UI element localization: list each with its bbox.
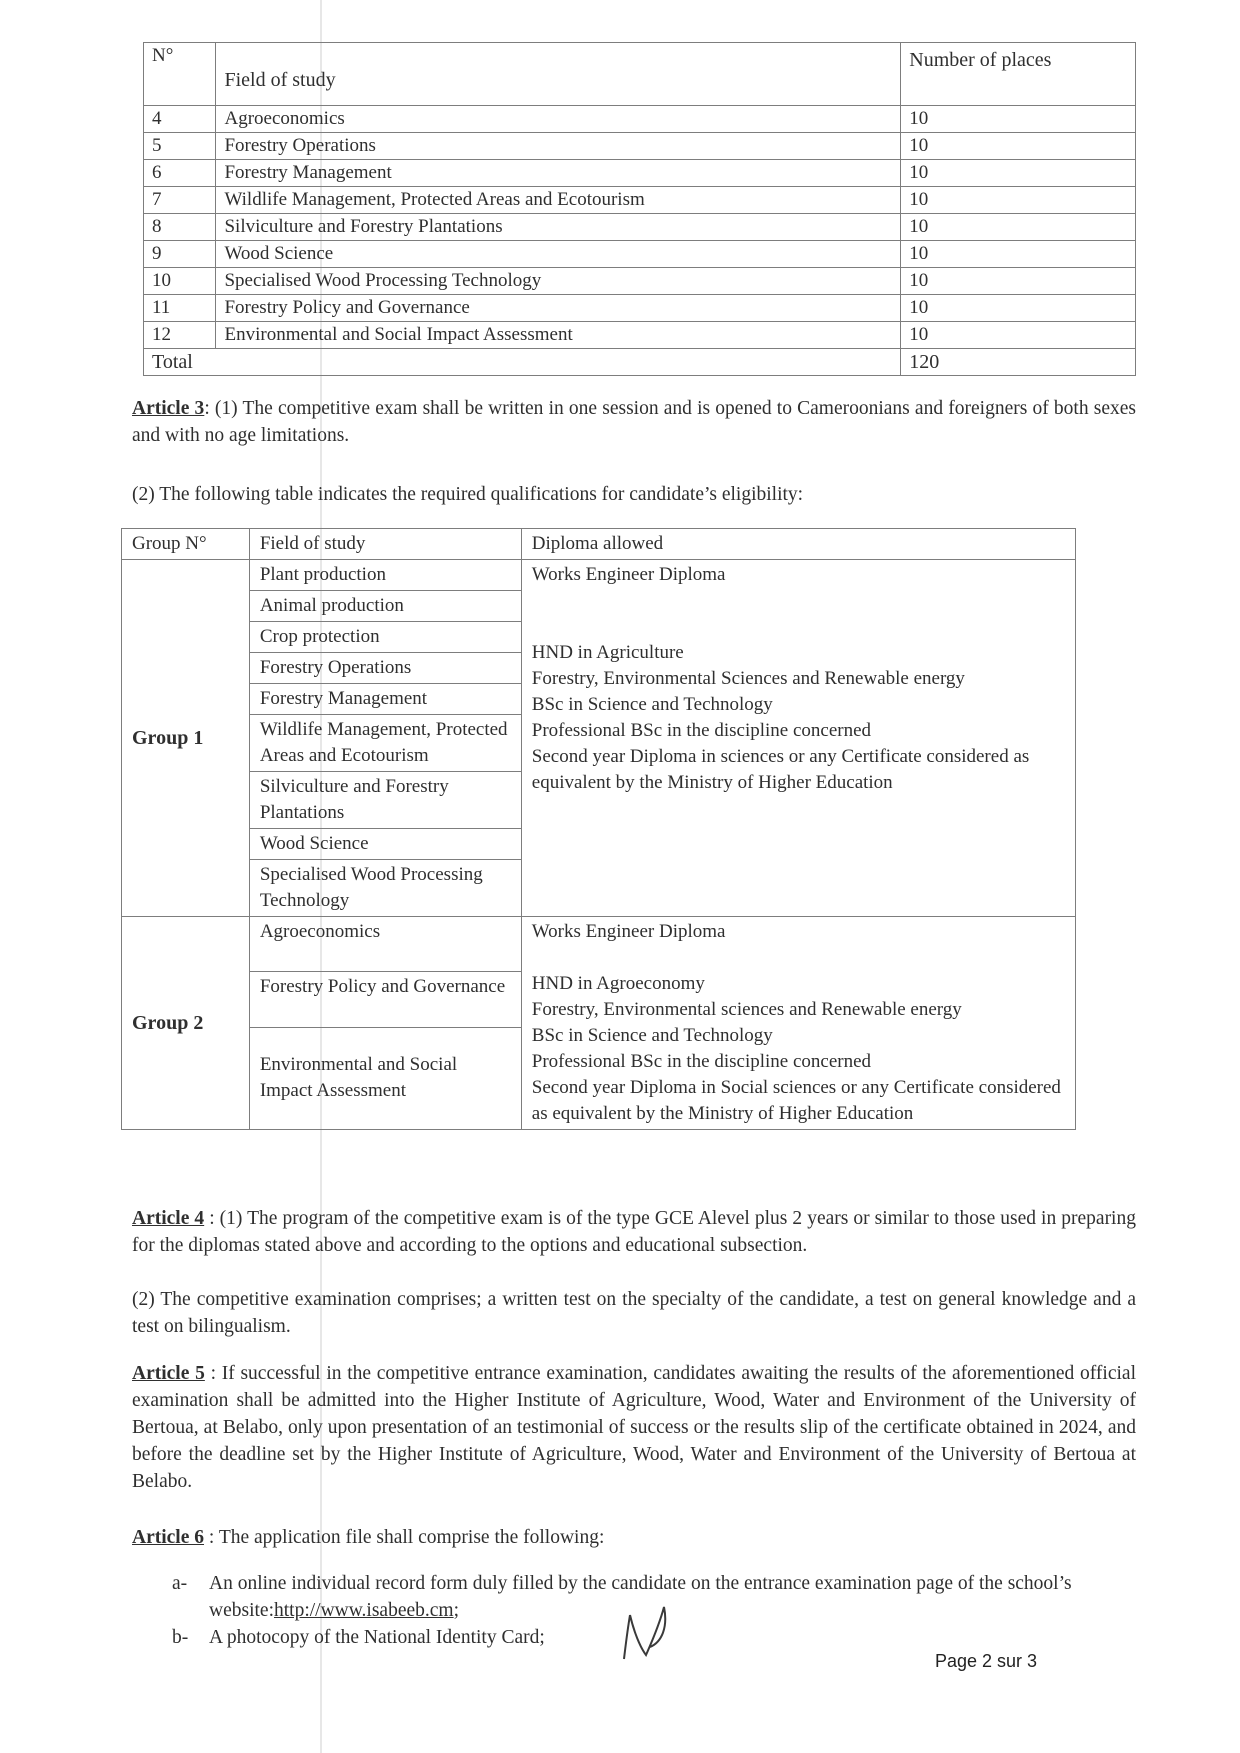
list-item-text: A photocopy of the National Identity Card; <box>209 1627 545 1648</box>
article-6-text: : The application file shall comprise the following: <box>204 1527 605 1548</box>
total-value: 120 <box>901 349 1136 376</box>
header-field: Field of study <box>249 529 521 560</box>
cell-field: Wood Science <box>216 241 901 268</box>
diploma-line: Forestry, Environmental sciences and Renewable energy <box>531 999 962 1020</box>
page-number: Page 2 sur 3 <box>935 1651 1038 1671</box>
cell-places: 10 <box>901 322 1136 349</box>
table-row <box>122 560 1076 591</box>
header-field: Field of study <box>216 43 901 106</box>
qualifications-header <box>122 529 1076 560</box>
cell-field: Forestry Operations <box>216 133 901 160</box>
qualifications-table <box>121 528 1076 1130</box>
diploma-line: Forestry, Environmental Sciences and Renewable energy <box>531 668 965 689</box>
diploma-line: Works Engineer Diploma <box>531 564 726 585</box>
field-of-study: Forestry Operations <box>249 653 521 684</box>
table-row <box>144 268 1136 295</box>
field-of-study: Wildlife Management, Protected Areas and Ecotourism <box>249 715 521 772</box>
cell-no: 8 <box>144 214 216 241</box>
field-of-study: Specialised Wood Processing Technology <box>249 860 521 917</box>
field-of-study: Crop protection <box>249 622 521 653</box>
field-of-study: Animal production <box>249 591 521 622</box>
list-item-text: An online individual record form duly filled by the candidate on the entrance examination page of the school’s website:http://www.isabeeb.cm; <box>209 1573 1072 1621</box>
table-row <box>144 214 1136 241</box>
cell-field: Specialised Wood Processing Technology <box>216 268 901 295</box>
cell-places: 10 <box>901 241 1136 268</box>
cell-field: Silviculture and Forestry Plantations <box>216 214 901 241</box>
header-no: N° <box>144 43 216 106</box>
article-5-label: Article 5 <box>132 1363 205 1384</box>
cell-field: Agroeconomics <box>216 106 901 133</box>
website-link[interactable]: http://www.isabeeb.cm <box>273 1600 454 1621</box>
article-4-text: : (1) The program of the competitive exam is of the type GCE Alevel plus 2 years or similar to those used in preparing for the diplomas stated above and according to the options and educational subsection. <box>132 1208 1136 1256</box>
diploma-line: Professional BSc in the discipline concerned <box>531 720 872 741</box>
table-row <box>144 187 1136 214</box>
cell-places: 10 <box>901 268 1136 295</box>
table-row <box>144 241 1136 268</box>
article-3-label: Article 3 <box>132 398 205 419</box>
field-of-study: Forestry Management <box>249 684 521 715</box>
cell-no: 4 <box>144 106 216 133</box>
list-marker: a- <box>172 1573 188 1594</box>
diploma-line <box>532 588 1065 614</box>
header-group: Group N° <box>122 529 250 560</box>
article-4-subparagraph <box>132 1286 1136 1340</box>
group-1-label: Group 1 <box>122 560 250 917</box>
table-row <box>122 917 1076 972</box>
cell-no: 7 <box>144 187 216 214</box>
diploma-line: Second year Diploma in Social sciences or any Certificate considered as equivalent by the Ministry of Higher Education <box>531 1077 1061 1124</box>
cell-no: 11 <box>144 295 216 322</box>
total-row <box>144 349 1136 376</box>
field-of-study: Wood Science <box>249 829 521 860</box>
diploma-line: BSc in Science and Technology <box>531 694 773 715</box>
cell-places: 10 <box>901 106 1136 133</box>
diploma-line: Works Engineer Diploma <box>531 921 726 942</box>
field-of-study: Silviculture and Forestry Plantations <box>249 772 521 829</box>
table-row <box>144 295 1136 322</box>
article-3-text: : (1) The competitive exam shall be written in one session and is opened to Cameroonians and foreigners of both sexes and with no age limitations. <box>132 398 1136 446</box>
total-label: Total <box>144 349 901 376</box>
cell-field: Wildlife Management, Protected Areas and Ecotourism <box>216 187 901 214</box>
article-3-text-2: (2) The following table indicates the required qualifications for candidate’s eligibility: <box>132 484 804 505</box>
field-of-study: Forestry Policy and Governance <box>249 972 521 1027</box>
cell-no: 9 <box>144 241 216 268</box>
cell-field: Forestry Policy and Governance <box>216 295 901 322</box>
article-5-paragraph <box>132 1360 1136 1495</box>
diploma-line <box>532 945 1065 971</box>
field-of-study: Agroeconomics <box>249 917 521 972</box>
diploma-line: BSc in Science and Technology <box>531 1025 773 1046</box>
header-places: Number of places <box>901 43 1136 106</box>
diploma-line: Second year Diploma in sciences or any Certificate considered as equivalent by the Ministry of Higher Education <box>531 746 1030 793</box>
article-4-paragraph <box>132 1205 1136 1259</box>
cell-no: 6 <box>144 160 216 187</box>
diploma-line: HND in Agriculture <box>531 642 684 663</box>
field-of-study: Environmental and Social Impact Assessment <box>249 1027 521 1129</box>
diploma-line: Professional BSc in the discipline concerned <box>531 1051 872 1072</box>
cell-places: 10 <box>901 133 1136 160</box>
cell-places: 10 <box>901 187 1136 214</box>
table-row <box>144 106 1136 133</box>
article-3-subparagraph <box>132 481 1136 508</box>
table-row <box>144 322 1136 349</box>
cell-places: 10 <box>901 214 1136 241</box>
table-row <box>144 160 1136 187</box>
cell-no: 10 <box>144 268 216 295</box>
article-3-paragraph <box>132 395 1136 449</box>
diploma-allowed <box>521 560 1075 917</box>
article-4-text-2: (2) The competitive examination comprises; a written test on the specialty of the candidate, a test on general knowledge and a test on bilingualism. <box>132 1289 1136 1337</box>
article-5-text: : If successful in the competitive entrance examination, candidates awaiting the results of the aforementioned official examination shall be admitted into the Higher Institute of Agriculture, Wood, Water and Environment of the University of Bertoua, at Belabo, only upon presentation of an testimonial of success or the results slip of the certificate obtained in 2024, and before the deadline set by the Higher Institute of Agriculture, Wood, Water and Environment of the University of Bertoua at Belabo. <box>132 1363 1136 1492</box>
handwritten-signature <box>616 1597 676 1667</box>
field-of-study: Plant production <box>249 560 521 591</box>
cell-no: 5 <box>144 133 216 160</box>
article-6-label: Article 6 <box>132 1527 205 1548</box>
article-4-label: Article 4 <box>132 1208 205 1229</box>
table-row <box>144 133 1136 160</box>
cell-field: Environmental and Social Impact Assessment <box>216 322 901 349</box>
places-table-header <box>144 43 1136 106</box>
group-2-label: Group 2 <box>122 917 250 1130</box>
cell-places: 10 <box>901 295 1136 322</box>
diploma-line: HND in Agroeconomy <box>531 973 705 994</box>
header-diploma: Diploma allowed <box>521 529 1075 560</box>
cell-places: 10 <box>901 160 1136 187</box>
cell-field: Forestry Management <box>216 160 901 187</box>
diploma-allowed <box>521 917 1075 1130</box>
places-table <box>143 42 1136 376</box>
list-marker: b- <box>172 1627 189 1648</box>
diploma-line <box>532 614 1065 640</box>
cell-no: 12 <box>144 322 216 349</box>
article-6-paragraph <box>132 1524 1136 1551</box>
